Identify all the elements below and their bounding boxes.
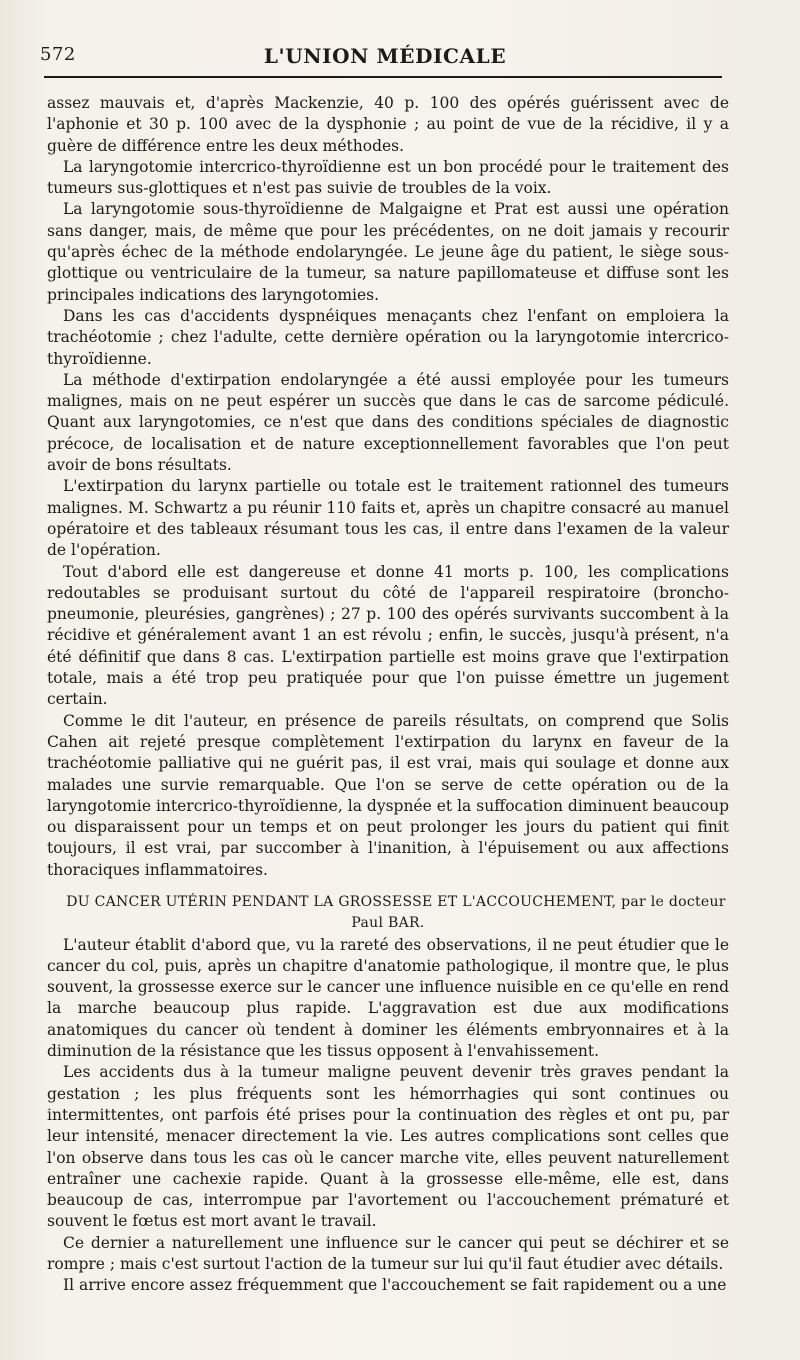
page-number: 572 bbox=[40, 44, 76, 65]
paragraph: Dans les cas d'accidents dyspnéiques menaçants chez l'enfant on emploiera la trachéotomie ; chez l'adulte, cette dernière opération ou la laryngotomie intercrico-thyroïdienne. bbox=[47, 306, 729, 368]
paragraph: assez mauvais et, d'après Mackenzie, 40 p. 100 des opérés guérissent avec de l'aphonie et 30 p. 100 avec de la dysphonie ; au point de vue de la récidive, il y a guère de différence entre les deux méthodes. bbox=[47, 94, 729, 155]
paragraph: L'auteur établit d'abord que, vu la rareté des observations, il ne peut étudier que le cancer du col, puis, après un chapitre d'anatomie pathologique, il montre que, le plus souvent, la grossesse exerce sur le cancer une influence nuisible en ce qu'elle en rend la marche beaucoup plus rapide. L'aggravation est due aux modifications anatomiques du cancer où tendent à dominer les éléments embryonnaires et à la diminution de la résistance que les tissus opposent à l'envahissement. bbox=[47, 935, 729, 1061]
paragraph: La méthode d'extirpation endolaryngée a été aussi employée pour les tumeurs malignes, mais on ne peut espérer un succès que dans le cas de sarcome pédiculé. Quant aux laryngotomies, ce n'est que dans des conditions spéciales de diagnostic précoce, de localisation et de nature exceptionnellement favorables que l'on peut avoir de bons résultats. bbox=[47, 370, 729, 475]
running-title: L'UNION MÉDICALE bbox=[263, 44, 507, 68]
paragraph: Ce dernier a naturellement une influence sur le cancer qui peut se déchirer et se rompre ; mais c'est surtout l'action de la tumeur sur lui qu'il faut étudier avec détails. bbox=[47, 1233, 729, 1274]
paragraph: Il arrive encore assez fréquemment que l'accouchement se fait rapidement ou a une bbox=[63, 1276, 727, 1295]
section-heading: DU CANCER UTÉRIN PENDANT LA GROSSESSE ET L'ACCOUCHEMENT, par le docteur Paul BAR. bbox=[66, 893, 726, 932]
header-rule bbox=[44, 76, 722, 78]
paragraph: Tout d'abord elle est dangereuse et donne 41 morts p. 100, les complications redoutables se produisant surtout du côté de l'appareil respiratoire (broncho-pneumonie, pleurésies, gangrènes) ; 27 p. 100 des opérés survivants succombent à la récidive et généralement avant 1 an est révolu ; enfin, le succès, jusqu'à présent, n'a été définitif que dans 8 cas. L'extirpation partielle est moins grave que l'extirpation totale, mais a été trop peu pratiquée pour que l'on puisse émettre un jugement certain. bbox=[47, 562, 729, 709]
paragraph: La laryngotomie sous-thyroïdienne de Malgaigne et Prat est aussi une opération sans danger, mais, de même que pour les précédentes, on ne doit jamais y recourir qu'après échec de la méthode endolaryngée. Le jeune âge du patient, le siège sous-glottique ou ventriculaire de la tumeur, sa nature papillomateuse et diffuse sont les principales indications des laryngotomies. bbox=[47, 200, 729, 304]
page-header bbox=[40, 44, 730, 72]
paragraph: Comme le dit l'auteur, en présence de pareils résultats, on comprend que Solis Cahen ait rejeté presque complètement l'extirpation du larynx en faveur de la trachéotomie palliative qui ne guérit pas, il est vrai, mais qui soulage et donne aux malades une survie remarquable. Que l'on se serve de cette opération ou de la laryngotomie intercrico-thyroïdienne, la dyspnée et la suffocation diminuent beaucoup ou disparaissent pour un temps et on peut prolonger les jours du patient qui finit toujours, il est vrai, par succomber à l'inanition, à l'épuisement ou aux affections thoraciques inflammatoires. bbox=[47, 711, 729, 879]
paragraph: La laryngotomie intercrico-thyroïdienne est un bon procédé pour le traitement des tumeurs sus-glottiques et n'est pas suivie de troubles de la voix. bbox=[47, 157, 729, 198]
paragraph: Les accidents dus à la tumeur maligne peuvent devenir très graves pendant la gestation ; les plus fréquents sont les hémorrhagies qui sont continues ou intermittentes, ont parfois été prises pour la continuation des règles et ont pu, par leur intensité, menacer directement la vie. Les autres complications sont celles que l'on observe dans tous les cas où le cancer marche vite, elles peuvent naturellement entraîner une cachexie rapide. Quant à la grossesse elle-même, elle est, dans beaucoup de cas, interrompue par l'avortement ou l'accouchement prématuré et souvent le fœtus est mort avant le travail. bbox=[47, 1063, 729, 1231]
article-body bbox=[47, 93, 729, 1297]
paragraph: L'extirpation du larynx partielle ou totale est le traitement rationnel des tumeurs malignes. M. Schwartz a pu réunir 110 faits et, après un chapitre consacré au manuel opératoire et des tableaux résumant tous les cas, il entre dans l'examen de la valeur de l'opération. bbox=[47, 477, 729, 560]
